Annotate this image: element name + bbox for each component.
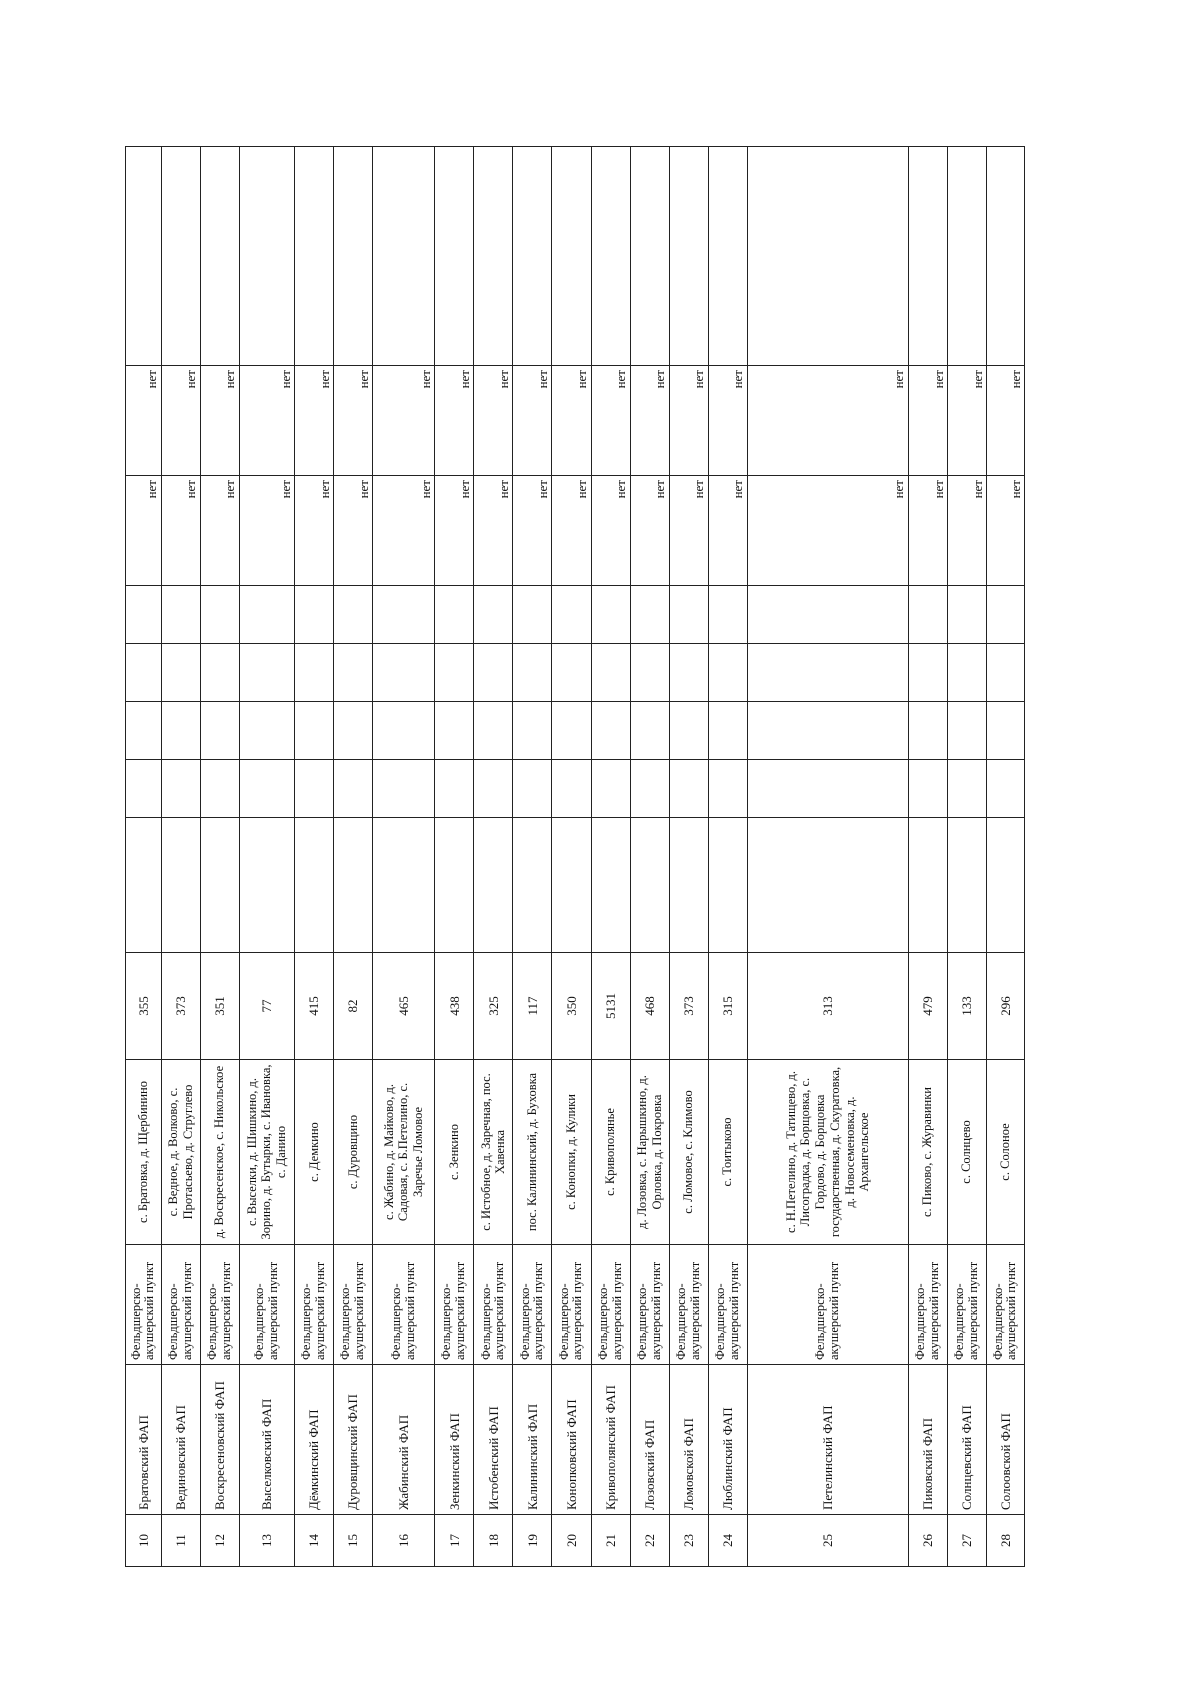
empty-cell bbox=[747, 644, 908, 702]
served-settlements: с. Ведное, д. Волково, с. Протасьево, д. Струглево bbox=[161, 1060, 200, 1245]
empty-cell bbox=[669, 760, 708, 818]
empty-cell bbox=[474, 818, 513, 953]
availability-1: нет bbox=[591, 476, 630, 586]
empty-cell bbox=[908, 818, 947, 953]
served-settlements: д. Воскресенское, с. Никольское bbox=[200, 1060, 239, 1245]
facility-name: Воскресеновский ФАП bbox=[200, 1365, 239, 1515]
empty-cell bbox=[373, 586, 435, 644]
facility-name: Солоовской ФАП bbox=[986, 1365, 1024, 1515]
row-number: 16 bbox=[373, 1515, 435, 1567]
empty-cell bbox=[373, 644, 435, 702]
empty-cell bbox=[552, 147, 591, 366]
availability-2: нет bbox=[747, 366, 908, 476]
facility-name: Истобенский ФАП bbox=[474, 1365, 513, 1515]
empty-cell bbox=[435, 147, 474, 366]
empty-cell bbox=[334, 644, 373, 702]
empty-cell bbox=[908, 644, 947, 702]
empty-cell bbox=[986, 818, 1024, 953]
empty-cell bbox=[294, 702, 333, 760]
empty-cell bbox=[947, 644, 986, 702]
empty-cell bbox=[126, 644, 162, 702]
facility-type: Фельдшерско-акушерский пункт bbox=[334, 1245, 373, 1365]
empty-cell bbox=[239, 702, 294, 760]
served-settlements: с. Демкино bbox=[294, 1060, 333, 1245]
facility-name: Вединовский ФАП bbox=[161, 1365, 200, 1515]
empty-cell bbox=[908, 702, 947, 760]
empty-cell bbox=[552, 644, 591, 702]
empty-cell bbox=[200, 760, 239, 818]
empty-cell bbox=[239, 760, 294, 818]
table-row bbox=[986, 147, 1024, 1567]
population: 373 bbox=[161, 953, 200, 1060]
empty-cell bbox=[747, 818, 908, 953]
empty-cell bbox=[630, 702, 669, 760]
availability-2: нет bbox=[373, 366, 435, 476]
rotated-page bbox=[125, 147, 1025, 1567]
empty-cell bbox=[630, 147, 669, 366]
facility-name: Дёмкинский ФАП bbox=[294, 1365, 333, 1515]
empty-cell bbox=[630, 760, 669, 818]
empty-cell bbox=[294, 147, 333, 366]
empty-cell bbox=[200, 586, 239, 644]
facility-name: Кривополянский ФАП bbox=[591, 1365, 630, 1515]
empty-cell bbox=[200, 147, 239, 366]
population: 479 bbox=[908, 953, 947, 1060]
population: 465 bbox=[373, 953, 435, 1060]
empty-cell bbox=[200, 702, 239, 760]
empty-cell bbox=[708, 760, 747, 818]
table-row bbox=[373, 147, 435, 1567]
facility-type: Фельдшерско-акушерский пункт bbox=[669, 1245, 708, 1365]
facility-name: Братовский ФАП bbox=[126, 1365, 162, 1515]
empty-cell bbox=[986, 702, 1024, 760]
served-settlements: с. Пиково, с. Журавинки bbox=[908, 1060, 947, 1245]
empty-cell bbox=[669, 644, 708, 702]
row-number: 25 bbox=[747, 1515, 908, 1567]
empty-cell bbox=[474, 147, 513, 366]
availability-2: нет bbox=[334, 366, 373, 476]
row-number: 14 bbox=[294, 1515, 333, 1567]
empty-cell bbox=[200, 818, 239, 953]
empty-cell bbox=[294, 644, 333, 702]
empty-cell bbox=[669, 586, 708, 644]
empty-cell bbox=[126, 702, 162, 760]
row-number: 22 bbox=[630, 1515, 669, 1567]
availability-2: нет bbox=[239, 366, 294, 476]
empty-cell bbox=[334, 586, 373, 644]
empty-cell bbox=[126, 586, 162, 644]
empty-cell bbox=[708, 702, 747, 760]
facility-type: Фельдшерско-акушерский пункт bbox=[161, 1245, 200, 1365]
table-row bbox=[630, 147, 669, 1567]
served-settlements: с. Солнцево bbox=[947, 1060, 986, 1245]
facility-type: Фельдшерско-акушерский пункт bbox=[294, 1245, 333, 1365]
empty-cell bbox=[986, 760, 1024, 818]
facility-type: Фельдшерско-акушерский пункт bbox=[708, 1245, 747, 1365]
empty-cell bbox=[373, 147, 435, 366]
row-number: 27 bbox=[947, 1515, 986, 1567]
availability-2: нет bbox=[591, 366, 630, 476]
availability-2: нет bbox=[908, 366, 947, 476]
row-number: 26 bbox=[908, 1515, 947, 1567]
empty-cell bbox=[630, 818, 669, 953]
empty-cell bbox=[591, 818, 630, 953]
empty-cell bbox=[552, 702, 591, 760]
row-number: 13 bbox=[239, 1515, 294, 1567]
empty-cell bbox=[435, 644, 474, 702]
served-settlements: д. Лозовка, с. Нарышкино, д. Орловка, д. Покровка bbox=[630, 1060, 669, 1245]
availability-2: нет bbox=[126, 366, 162, 476]
served-settlements: с. Тоитыково bbox=[708, 1060, 747, 1245]
empty-cell bbox=[513, 702, 552, 760]
empty-cell bbox=[126, 818, 162, 953]
empty-cell bbox=[669, 818, 708, 953]
population: 355 bbox=[126, 953, 162, 1060]
empty-cell bbox=[947, 586, 986, 644]
facility-type: Фельдшерско-акушерский пункт bbox=[513, 1245, 552, 1365]
empty-cell bbox=[669, 702, 708, 760]
table-row bbox=[334, 147, 373, 1567]
empty-cell bbox=[294, 760, 333, 818]
empty-cell bbox=[294, 586, 333, 644]
facility-name: Ломовской ФАП bbox=[669, 1365, 708, 1515]
availability-2: нет bbox=[200, 366, 239, 476]
availability-1: нет bbox=[630, 476, 669, 586]
empty-cell bbox=[435, 586, 474, 644]
empty-cell bbox=[908, 586, 947, 644]
availability-1: нет bbox=[747, 476, 908, 586]
empty-cell bbox=[513, 818, 552, 953]
served-settlements: с. Конопки, д. Кулики bbox=[552, 1060, 591, 1245]
empty-cell bbox=[200, 644, 239, 702]
empty-cell bbox=[161, 760, 200, 818]
facility-type: Фельдшерско-акушерский пункт bbox=[986, 1245, 1024, 1365]
availability-2: нет bbox=[294, 366, 333, 476]
population: 296 bbox=[986, 953, 1024, 1060]
empty-cell bbox=[435, 818, 474, 953]
facility-type: Фельдшерско-акушерский пункт bbox=[126, 1245, 162, 1365]
facility-name: Жабинский ФАП bbox=[373, 1365, 435, 1515]
availability-1: нет bbox=[474, 476, 513, 586]
served-settlements: с. Выселки, д. Шишкино, д. Зорино, д. Бутырки, с. Ивановка, с. Данино bbox=[239, 1060, 294, 1245]
facility-type: Фельдшерско-акушерский пункт bbox=[747, 1245, 908, 1365]
availability-1: нет bbox=[947, 476, 986, 586]
empty-cell bbox=[708, 586, 747, 644]
empty-cell bbox=[947, 818, 986, 953]
table-row bbox=[435, 147, 474, 1567]
population: 438 bbox=[435, 953, 474, 1060]
empty-cell bbox=[373, 818, 435, 953]
empty-cell bbox=[591, 644, 630, 702]
availability-1: нет bbox=[908, 476, 947, 586]
row-number: 11 bbox=[161, 1515, 200, 1567]
row-number: 17 bbox=[435, 1515, 474, 1567]
empty-cell bbox=[986, 644, 1024, 702]
availability-2: нет bbox=[630, 366, 669, 476]
row-number: 20 bbox=[552, 1515, 591, 1567]
table-row bbox=[239, 147, 294, 1567]
population: 82 bbox=[334, 953, 373, 1060]
empty-cell bbox=[591, 586, 630, 644]
row-number: 10 bbox=[126, 1515, 162, 1567]
facility-name: Лозовский ФАП bbox=[630, 1365, 669, 1515]
population: 313 bbox=[747, 953, 908, 1060]
empty-cell bbox=[552, 586, 591, 644]
empty-cell bbox=[908, 147, 947, 366]
empty-cell bbox=[513, 760, 552, 818]
empty-cell bbox=[334, 702, 373, 760]
table-row bbox=[161, 147, 200, 1567]
empty-cell bbox=[908, 760, 947, 818]
empty-cell bbox=[474, 760, 513, 818]
empty-cell bbox=[708, 818, 747, 953]
population: 373 bbox=[669, 953, 708, 1060]
facility-type: Фельдшерско-акушерский пункт bbox=[591, 1245, 630, 1365]
facility-name: Солнцевский ФАП bbox=[947, 1365, 986, 1515]
availability-1: нет bbox=[373, 476, 435, 586]
table-row bbox=[669, 147, 708, 1567]
served-settlements: с. Братовка, д. Щербинино bbox=[126, 1060, 162, 1245]
availability-2: нет bbox=[161, 366, 200, 476]
population: 468 bbox=[630, 953, 669, 1060]
empty-cell bbox=[747, 760, 908, 818]
availability-1: нет bbox=[239, 476, 294, 586]
empty-cell bbox=[161, 147, 200, 366]
empty-cell bbox=[630, 644, 669, 702]
empty-cell bbox=[126, 760, 162, 818]
empty-cell bbox=[373, 760, 435, 818]
row-number: 21 bbox=[591, 1515, 630, 1567]
table-row bbox=[708, 147, 747, 1567]
table-row bbox=[947, 147, 986, 1567]
availability-1: нет bbox=[294, 476, 333, 586]
availability-1: нет bbox=[986, 476, 1024, 586]
empty-cell bbox=[161, 702, 200, 760]
empty-cell bbox=[294, 818, 333, 953]
empty-cell bbox=[513, 644, 552, 702]
facility-type: Фельдшерско-акушерский пункт bbox=[200, 1245, 239, 1365]
availability-2: нет bbox=[986, 366, 1024, 476]
empty-cell bbox=[669, 147, 708, 366]
availability-1: нет bbox=[435, 476, 474, 586]
served-settlements: с. Солоное bbox=[986, 1060, 1024, 1245]
facility-type: Фельдшерско-акушерский пункт bbox=[947, 1245, 986, 1365]
empty-cell bbox=[986, 147, 1024, 366]
facility-type: Фельдшерско-акушерский пункт bbox=[474, 1245, 513, 1365]
table-row bbox=[591, 147, 630, 1567]
empty-cell bbox=[630, 586, 669, 644]
empty-cell bbox=[239, 644, 294, 702]
served-settlements: с. Истобное, д. Заречная, пос. Хавенка bbox=[474, 1060, 513, 1245]
served-settlements: с. Зенкино bbox=[435, 1060, 474, 1245]
empty-cell bbox=[947, 702, 986, 760]
facility-name: Выселковский ФАП bbox=[239, 1365, 294, 1515]
facility-name: Петелинский ФАП bbox=[747, 1365, 908, 1515]
empty-cell bbox=[435, 702, 474, 760]
row-number: 23 bbox=[669, 1515, 708, 1567]
population: 315 bbox=[708, 953, 747, 1060]
facility-name: Зенкинский ФАП bbox=[435, 1365, 474, 1515]
empty-cell bbox=[947, 147, 986, 366]
availability-2: нет bbox=[513, 366, 552, 476]
table-row bbox=[294, 147, 333, 1567]
availability-1: нет bbox=[708, 476, 747, 586]
row-number: 12 bbox=[200, 1515, 239, 1567]
availability-1: нет bbox=[334, 476, 373, 586]
row-number: 15 bbox=[334, 1515, 373, 1567]
row-number: 24 bbox=[708, 1515, 747, 1567]
empty-cell bbox=[126, 147, 162, 366]
empty-cell bbox=[435, 760, 474, 818]
empty-cell bbox=[239, 818, 294, 953]
population: 351 bbox=[200, 953, 239, 1060]
empty-cell bbox=[591, 702, 630, 760]
availability-2: нет bbox=[552, 366, 591, 476]
empty-cell bbox=[747, 147, 908, 366]
availability-1: нет bbox=[200, 476, 239, 586]
facility-name: Пиковский ФАП bbox=[908, 1365, 947, 1515]
population: 133 bbox=[947, 953, 986, 1060]
empty-cell bbox=[161, 586, 200, 644]
availability-1: нет bbox=[552, 476, 591, 586]
facility-name: Калининский ФАП bbox=[513, 1365, 552, 1515]
availability-1: нет bbox=[161, 476, 200, 586]
population: 325 bbox=[474, 953, 513, 1060]
empty-cell bbox=[747, 702, 908, 760]
population: 350 bbox=[552, 953, 591, 1060]
table-row bbox=[552, 147, 591, 1567]
facility-type: Фельдшерско-акушерский пункт bbox=[552, 1245, 591, 1365]
availability-2: нет bbox=[435, 366, 474, 476]
served-settlements: с. Жабино, д. Майково, д. Садовая, с. Б.Петелино, с. Заречье Ломовое bbox=[373, 1060, 435, 1245]
facility-type: Фельдшерско-акушерский пункт bbox=[239, 1245, 294, 1365]
empty-cell bbox=[747, 586, 908, 644]
empty-cell bbox=[334, 818, 373, 953]
empty-cell bbox=[513, 147, 552, 366]
empty-cell bbox=[708, 644, 747, 702]
facility-type: Фельдшерско-акушерский пункт bbox=[373, 1245, 435, 1365]
empty-cell bbox=[334, 760, 373, 818]
empty-cell bbox=[161, 818, 200, 953]
population: 77 bbox=[239, 953, 294, 1060]
empty-cell bbox=[161, 644, 200, 702]
population: 117 bbox=[513, 953, 552, 1060]
row-number: 18 bbox=[474, 1515, 513, 1567]
population: 5131 bbox=[591, 953, 630, 1060]
empty-cell bbox=[373, 702, 435, 760]
empty-cell bbox=[334, 147, 373, 366]
served-settlements: с. Ломовое, с. Климово bbox=[669, 1060, 708, 1245]
availability-1: нет bbox=[126, 476, 162, 586]
empty-cell bbox=[239, 147, 294, 366]
table-row bbox=[200, 147, 239, 1567]
empty-cell bbox=[239, 586, 294, 644]
table-row bbox=[474, 147, 513, 1567]
empty-cell bbox=[513, 586, 552, 644]
table-body bbox=[126, 147, 1025, 1567]
availability-1: нет bbox=[513, 476, 552, 586]
fap-table bbox=[125, 146, 1025, 1567]
served-settlements: пос. Калининский, д. Буховка bbox=[513, 1060, 552, 1245]
facility-type: Фельдшерско-акушерский пункт bbox=[908, 1245, 947, 1365]
empty-cell bbox=[552, 760, 591, 818]
empty-cell bbox=[708, 147, 747, 366]
availability-2: нет bbox=[669, 366, 708, 476]
availability-2: нет bbox=[708, 366, 747, 476]
table-row bbox=[126, 147, 162, 1567]
facility-type: Фельдшерско-акушерский пункт bbox=[435, 1245, 474, 1365]
availability-2: нет bbox=[474, 366, 513, 476]
empty-cell bbox=[474, 644, 513, 702]
empty-cell bbox=[947, 760, 986, 818]
row-number: 19 bbox=[513, 1515, 552, 1567]
served-settlements: с. Н.Петелино, д. Татищево, д. Лисоградка, д. Борщовка, с. Гордово, д. Борщовка государственная, д. Скуратовка, д. Новосеменовка, д. Архангельское bbox=[747, 1060, 908, 1245]
availability-2: нет bbox=[947, 366, 986, 476]
served-settlements: с. Кривополянье bbox=[591, 1060, 630, 1245]
empty-cell bbox=[986, 586, 1024, 644]
empty-cell bbox=[474, 586, 513, 644]
table-row bbox=[747, 147, 908, 1567]
facility-name: Дуровщинский ФАП bbox=[334, 1365, 373, 1515]
facility-name: Конопковский ФАП bbox=[552, 1365, 591, 1515]
population: 415 bbox=[294, 953, 333, 1060]
table-row bbox=[908, 147, 947, 1567]
facility-type: Фельдшерско-акушерский пункт bbox=[630, 1245, 669, 1365]
availability-1: нет bbox=[669, 476, 708, 586]
served-settlements: с. Дуровщино bbox=[334, 1060, 373, 1245]
facility-name: Люблинский ФАП bbox=[708, 1365, 747, 1515]
empty-cell bbox=[591, 760, 630, 818]
empty-cell bbox=[552, 818, 591, 953]
empty-cell bbox=[474, 702, 513, 760]
empty-cell bbox=[591, 147, 630, 366]
table-row bbox=[513, 147, 552, 1567]
row-number: 28 bbox=[986, 1515, 1024, 1567]
